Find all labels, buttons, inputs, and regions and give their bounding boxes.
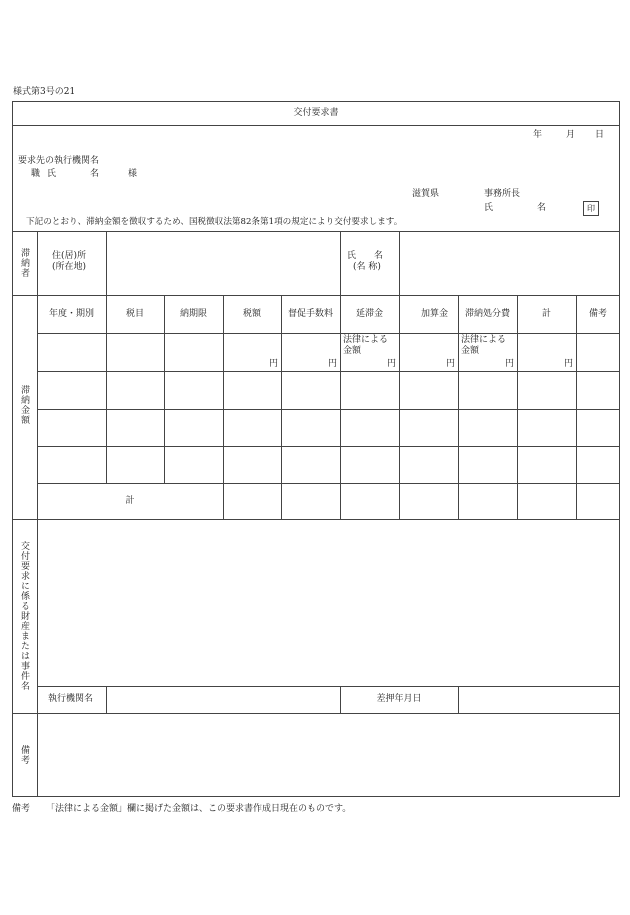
column-divider	[340, 295, 341, 519]
row-divider	[37, 333, 620, 334]
column-divider	[106, 295, 107, 483]
row-divider	[37, 446, 620, 447]
yen-unit: 円	[564, 359, 574, 369]
date-month-label: 月	[566, 130, 576, 140]
column-divider	[576, 295, 577, 519]
column-divider	[223, 295, 224, 519]
section-label-divider	[37, 231, 38, 519]
column-header-demand-fee: 督促手数料	[287, 309, 333, 319]
form-title: 交付要求書	[293, 108, 339, 118]
column-divider	[164, 295, 165, 483]
date-year-label: 年	[533, 130, 543, 140]
footer-note: 「法律による金額」欄に掲げた金額は、この要求書作成日現在のものです。	[46, 804, 352, 814]
yen-unit: 円	[328, 359, 338, 369]
sender-surname-label: 氏	[484, 203, 494, 213]
amounts-section-label: 滞納金額	[19, 385, 29, 425]
row-divider	[37, 483, 620, 484]
column-header-tax-item: 税目	[125, 309, 144, 319]
column-header-additional-tax: 加算金	[421, 309, 449, 319]
name-label: 氏 名 (名 称)	[347, 251, 384, 273]
property-section-label: 交付要求に係る財産または事件名	[19, 541, 29, 691]
sender-name-label: 名	[537, 203, 547, 213]
section-label-divider	[37, 519, 38, 713]
column-header-due-date: 納期限	[179, 309, 207, 319]
agency-field[interactable]	[107, 687, 339, 712]
addressee-name-label: 名	[90, 169, 100, 179]
addressee-label: 要求先の執行機関名	[18, 156, 100, 166]
column-divider	[458, 295, 459, 519]
address-label: 住(居)所 (所在地)	[52, 251, 87, 273]
yen-unit: 円	[387, 359, 397, 369]
address-field[interactable]	[107, 232, 339, 294]
sender-office: 事務所長	[484, 189, 521, 199]
column-header-remarks: 備考	[588, 309, 607, 319]
sender-prefecture: 滋賀県	[412, 189, 440, 199]
yen-unit: 円	[505, 359, 515, 369]
remarks-section-label: 備考	[19, 745, 29, 765]
yen-unit: 円	[446, 359, 456, 369]
row-divider	[37, 371, 620, 372]
addressee-title: 職	[31, 169, 41, 179]
column-header-disposition-cost: 滞納処分費	[464, 309, 510, 319]
addressee-honorific: 様	[128, 169, 138, 179]
seal-mark: 印	[583, 201, 599, 216]
statement-text: 下記のとおり、滞納金額を徴収するため、国税徴収法第82条第1項の規定により交付要求します。	[26, 217, 403, 227]
yen-unit: 円	[269, 359, 279, 369]
column-header-period: 年度・期別	[48, 309, 94, 319]
legal-amount-note: 法律による 金額	[343, 335, 389, 357]
seizure-date-field[interactable]	[459, 687, 619, 712]
column-divider	[399, 295, 400, 519]
column-divider	[517, 295, 518, 519]
divider	[12, 295, 620, 296]
column-header-tax-amount: 税額	[242, 309, 261, 319]
addressee-surname-label: 氏	[47, 169, 57, 179]
divider	[340, 231, 341, 295]
total-row-label: 計	[125, 496, 135, 506]
column-divider	[281, 295, 282, 519]
remarks-field[interactable]	[38, 714, 619, 796]
agency-label: 執行機関名	[48, 694, 94, 704]
seizure-date-label: 差押年月日	[376, 694, 422, 704]
footer-label: 備考	[12, 804, 31, 814]
divider	[12, 519, 620, 520]
divider	[12, 125, 620, 126]
column-header-delinquency-charge: 延滞金	[355, 309, 383, 319]
column-header-subtotal: 計	[541, 309, 551, 319]
date-day-label: 日	[595, 130, 605, 140]
delinquent-section-label: 滞納者	[19, 248, 29, 278]
form-number: 様式第3号の21	[13, 87, 76, 97]
name-field[interactable]	[400, 232, 619, 294]
legal-amount-note: 法律による 金額	[461, 335, 507, 357]
row-divider	[37, 409, 620, 410]
